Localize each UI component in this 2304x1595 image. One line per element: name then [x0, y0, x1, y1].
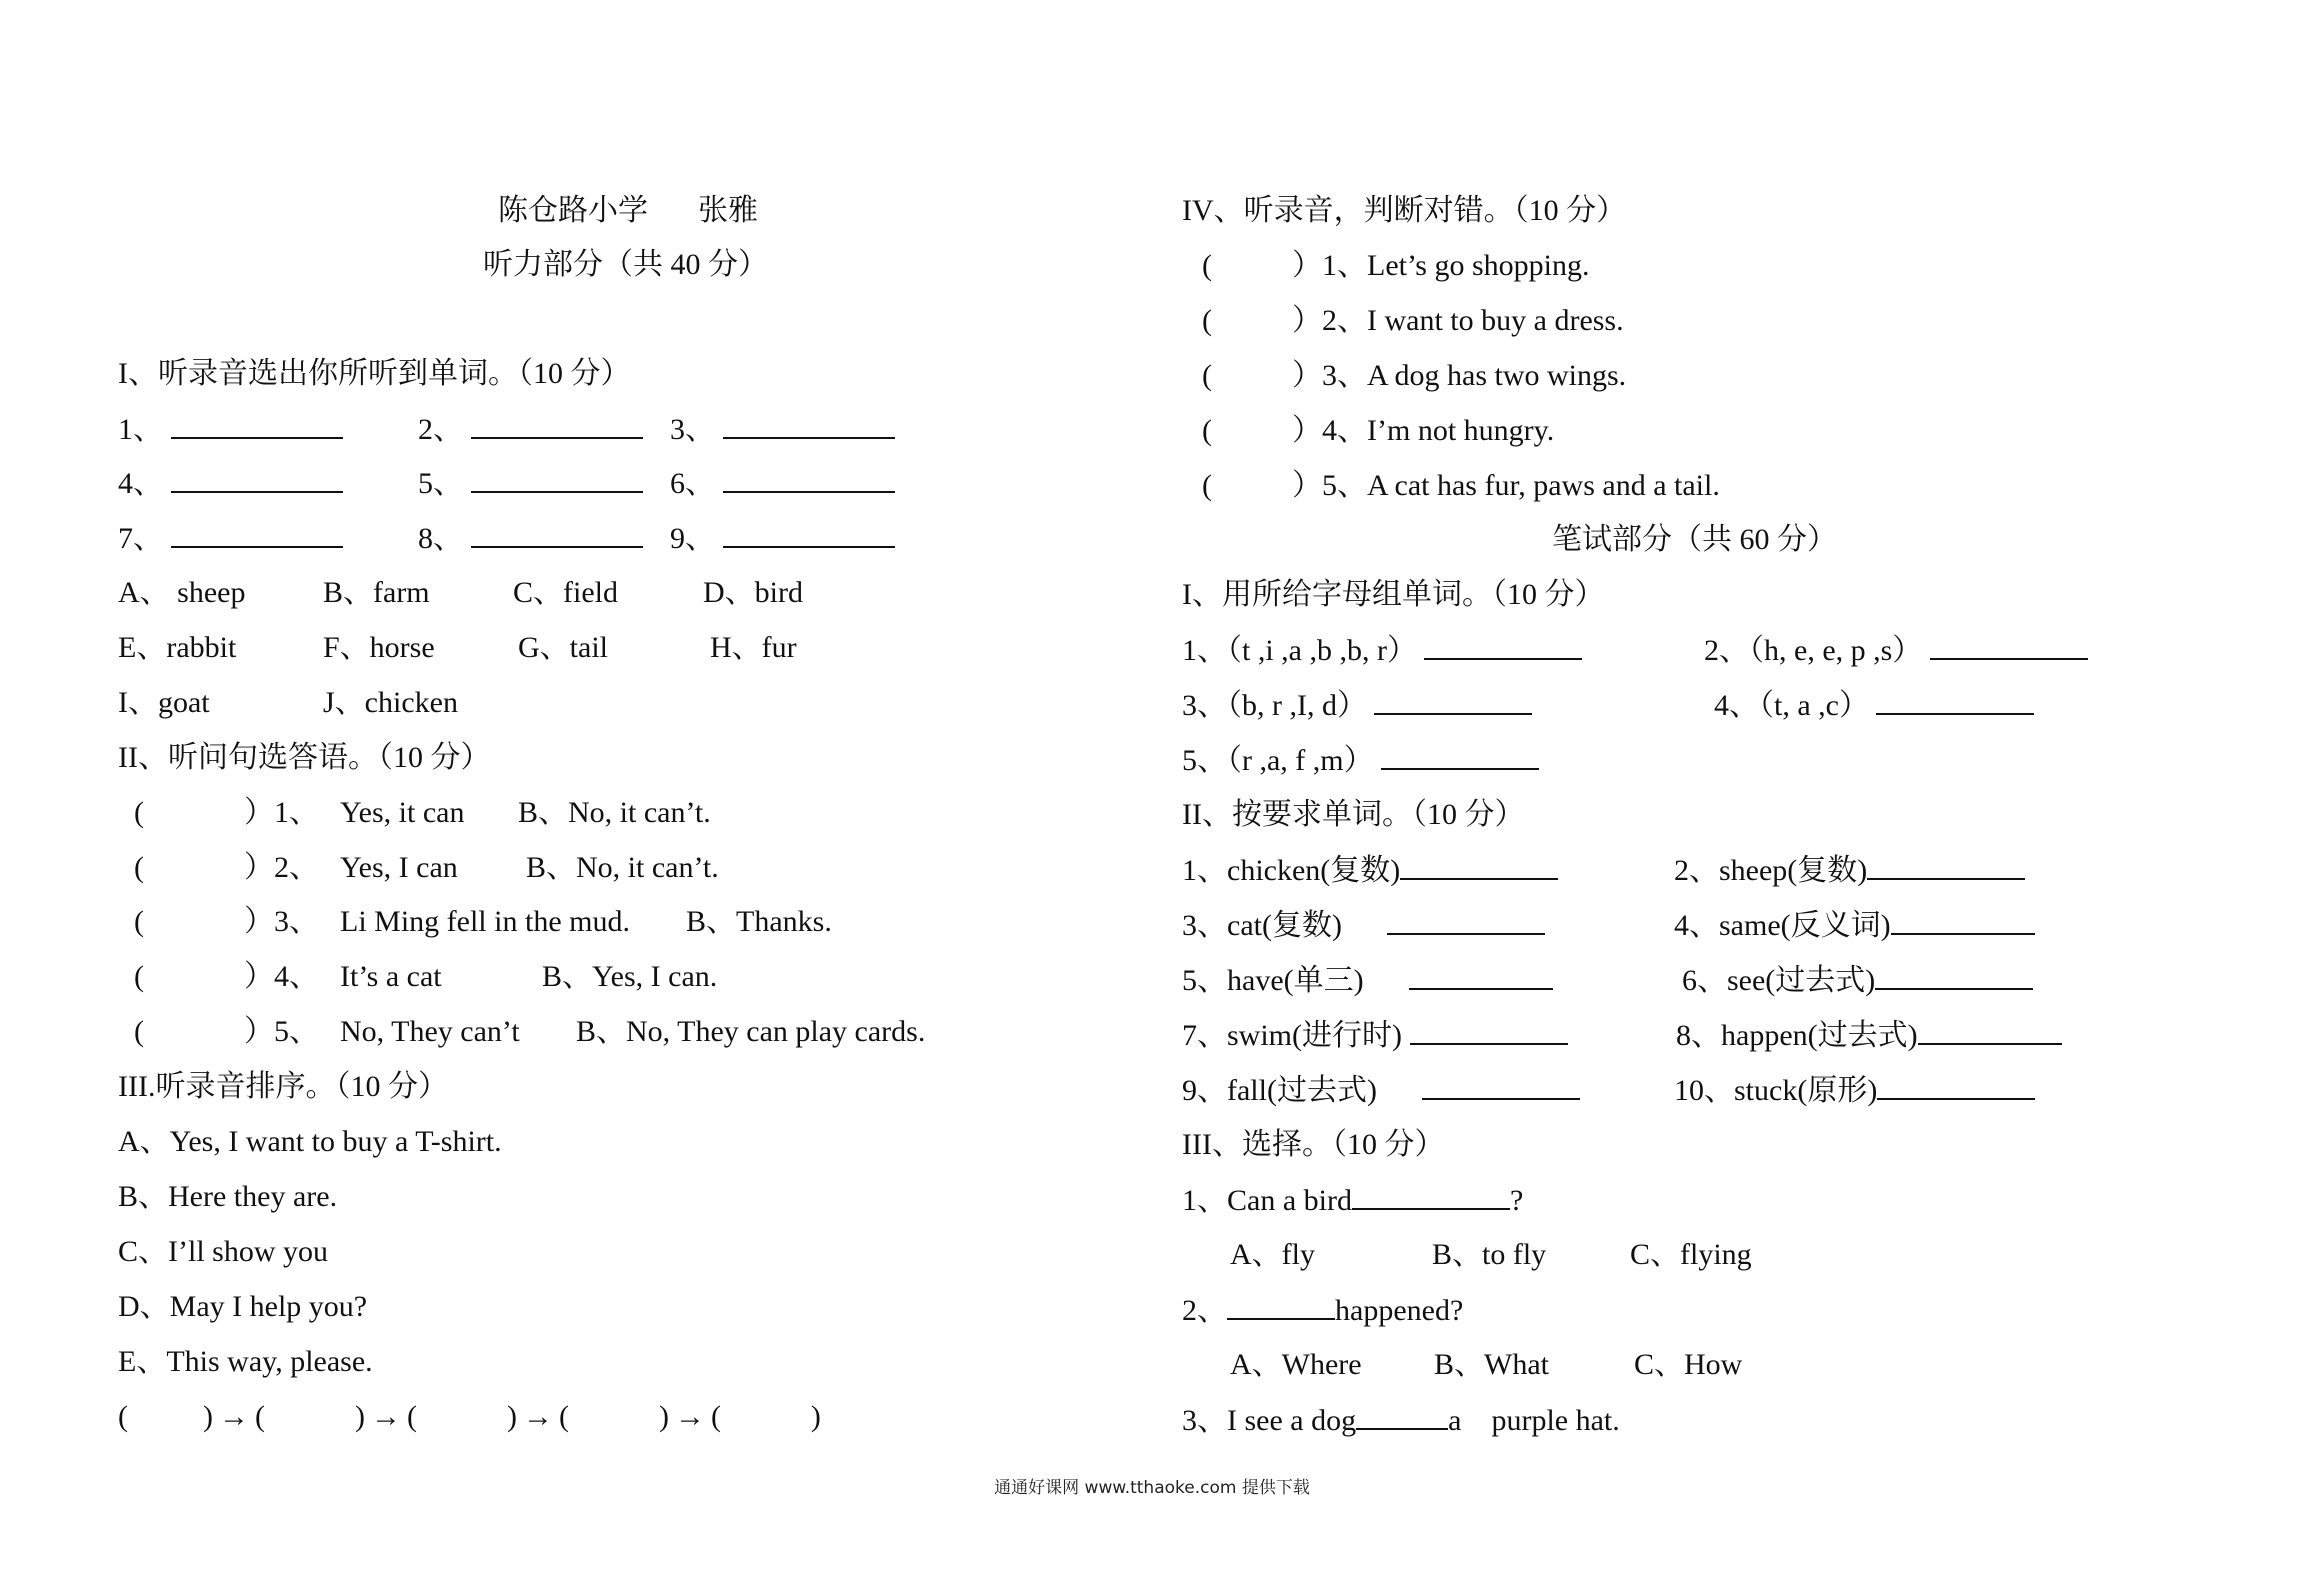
form-item-4[interactable]: [1674, 907, 2035, 944]
choice-b: B、No, They can play cards.: [576, 1015, 926, 1048]
form-prompt: 4、same(反义词): [1674, 909, 1891, 942]
choice-b: B、Thanks.: [686, 905, 832, 938]
q1-option-b: B、to fly: [1432, 1238, 1547, 1271]
question-number: ）1、: [244, 796, 319, 829]
choice-b: B、No, it can’t.: [526, 851, 719, 884]
blank-item-2[interactable]: [418, 411, 643, 448]
question-text: 2、: [1182, 1294, 1227, 1327]
form-prompt: 1、chicken(复数): [1182, 854, 1401, 887]
answer-line[interactable]: [471, 520, 643, 548]
answer-paren[interactable]: (: [134, 1015, 144, 1048]
choice-question-3[interactable]: [1182, 1402, 1620, 1439]
form-item-8[interactable]: [1676, 1017, 2062, 1054]
answer-paren[interactable]: (: [1202, 359, 1212, 392]
option-d: D、bird: [703, 576, 803, 609]
section-1-heading: I、听录音选出你所听到单词。（10 分）: [118, 357, 631, 390]
option-c: C、field: [513, 576, 618, 609]
arrow-icon: →: [674, 1400, 705, 1433]
choice-question-1[interactable]: [1182, 1182, 1523, 1219]
answer-line[interactable]: [1875, 962, 2033, 990]
option-e: E、rabbit: [118, 631, 237, 664]
blank-item-9[interactable]: [670, 520, 895, 557]
option-h: H、fur: [710, 631, 797, 664]
blank-number: 4、: [118, 467, 163, 500]
order-item-a: A、Yes, I want to buy a T-shirt.: [118, 1125, 502, 1158]
option-j: J、chicken: [323, 686, 458, 719]
listening-title: 听力部分（共 40 分）: [483, 248, 768, 281]
question-text: 3、I see a dog: [1182, 1404, 1357, 1437]
q2-option-a: A、Where: [1230, 1348, 1362, 1381]
answer-line[interactable]: [1410, 1017, 1568, 1045]
letters-item-5[interactable]: [1182, 742, 1539, 779]
order-answer-row[interactable]: [118, 1399, 821, 1435]
letters-item-1[interactable]: [1182, 632, 1582, 669]
answer-paren[interactable]: ( ): [406, 1400, 517, 1433]
answer-paren[interactable]: ( ): [558, 1400, 669, 1433]
form-prompt: 7、swim(进行时): [1182, 1019, 1402, 1052]
answer-paren[interactable]: (: [134, 960, 144, 993]
blank-item-3[interactable]: [670, 411, 895, 448]
letters-item-2[interactable]: [1704, 632, 2088, 669]
section-4-heading: IV、听录音，判断对错。（10 分）: [1182, 194, 1627, 227]
form-prompt: 9、fall(过去式): [1182, 1074, 1377, 1107]
section-2-heading: II、听问句选答语。（10 分）: [118, 741, 491, 774]
choice-a: Li Ming fell in the mud.: [340, 905, 630, 938]
judge-item-3: ）3、A dog has two wings.: [1292, 359, 1627, 392]
answer-paren[interactable]: (: [1202, 414, 1212, 447]
answer-line[interactable]: [1400, 852, 1558, 880]
answer-paren[interactable]: (: [1202, 469, 1212, 502]
form-prompt: 5、have(单三): [1182, 964, 1364, 997]
option-a: A、 sheep: [118, 576, 246, 609]
question-text: a: [1448, 1404, 1462, 1437]
blank-number: 3、: [670, 413, 715, 446]
form-item-2[interactable]: [1674, 852, 2025, 889]
blank-number: 5、: [418, 467, 463, 500]
question-text: ?: [1509, 1184, 1524, 1217]
question-number: ）5、: [244, 1015, 319, 1048]
answer-line[interactable]: [1877, 1072, 2035, 1100]
letters-prompt: 3、（b, r ,I, d）: [1182, 689, 1367, 722]
question-text: 1、Can a bird: [1182, 1184, 1352, 1217]
letters-prompt: 4、（t, a ,c）: [1714, 689, 1869, 722]
blank-item-1[interactable]: [118, 411, 343, 448]
question-text: purple hat.: [1491, 1404, 1620, 1437]
form-item-10[interactable]: [1674, 1072, 2035, 1109]
letters-item-4[interactable]: [1714, 687, 2034, 724]
answer-line[interactable]: [171, 465, 343, 493]
blank-item-8[interactable]: [418, 520, 643, 557]
written-3-heading: III、选择。（10 分）: [1182, 1128, 1445, 1161]
answer-paren[interactable]: (: [1202, 304, 1212, 337]
choice-a: Yes, it can: [340, 796, 465, 829]
blank-item-5[interactable]: [418, 465, 643, 502]
answer-line[interactable]: [1227, 1292, 1335, 1320]
option-b: B、farm: [323, 576, 430, 609]
order-item-d: D、May I help you?: [118, 1290, 368, 1323]
letters-prompt: 5、（r ,a, f ,m）: [1182, 744, 1374, 777]
form-item-7[interactable]: [1182, 1017, 1568, 1054]
form-item-9[interactable]: [1182, 1072, 1580, 1109]
letters-item-3[interactable]: [1182, 687, 1532, 724]
form-prompt: 3、cat(复数): [1182, 909, 1342, 942]
answer-line[interactable]: [471, 465, 643, 493]
answer-line[interactable]: [471, 411, 643, 439]
blank-number: 9、: [670, 522, 715, 555]
school-name: 陈仓路小学: [498, 194, 648, 227]
answer-line[interactable]: [1867, 852, 2025, 880]
choice-a: No, They can’t: [340, 1015, 520, 1048]
form-prompt: 2、sheep(复数): [1674, 854, 1868, 887]
answer-line[interactable]: [1891, 907, 2035, 935]
answer-paren[interactable]: ( ): [118, 1400, 213, 1433]
answer-line[interactable]: [723, 411, 895, 439]
blank-number: 2、: [418, 413, 463, 446]
form-item-6[interactable]: [1682, 962, 2033, 999]
form-prompt: 8、happen(过去式): [1676, 1019, 1918, 1052]
footer-credit: 通通好课网 www.tthaoke.com 提供下载: [994, 1478, 1310, 1498]
option-f: F、horse: [323, 631, 435, 664]
blank-number: 1、: [118, 413, 163, 446]
q1-option-a: A、fly: [1230, 1238, 1315, 1271]
question-number: ）4、: [244, 960, 319, 993]
blank-item-7[interactable]: [118, 520, 343, 557]
teacher-name: 张雅: [698, 194, 758, 227]
blank-item-4[interactable]: [118, 465, 343, 502]
blank-number: 7、: [118, 522, 163, 555]
answer-line[interactable]: [171, 520, 343, 548]
blank-number: 6、: [670, 467, 715, 500]
order-item-b: B、Here they are.: [118, 1180, 338, 1213]
answer-line[interactable]: [1876, 687, 2034, 715]
arrow-icon: →: [218, 1400, 249, 1433]
answer-paren[interactable]: (: [134, 905, 144, 938]
judge-item-5: ）5、A cat has fur, paws and a tail.: [1292, 469, 1720, 502]
answer-line[interactable]: [1918, 1017, 2062, 1045]
answer-line[interactable]: [723, 520, 895, 548]
answer-line[interactable]: [1422, 1072, 1580, 1100]
answer-paren[interactable]: (: [1202, 249, 1212, 282]
answer-line[interactable]: [1387, 907, 1545, 935]
answer-line[interactable]: [1352, 1182, 1510, 1210]
answer-line[interactable]: [1409, 962, 1553, 990]
choice-question-2[interactable]: [1182, 1292, 1463, 1329]
q1-option-c: C、flying: [1630, 1238, 1752, 1271]
order-item-c: C、I’ll show you: [118, 1235, 328, 1268]
answer-line[interactable]: [1374, 687, 1532, 715]
form-item-3[interactable]: [1182, 907, 1545, 944]
option-g: G、tail: [518, 631, 608, 664]
arrow-icon: →: [522, 1400, 553, 1433]
blank-item-6[interactable]: [670, 465, 895, 502]
answer-paren[interactable]: ( ): [710, 1400, 821, 1433]
blank-number: 8、: [418, 522, 463, 555]
letters-prompt: 1、（t ,i ,a ,b ,b, r）: [1182, 634, 1417, 667]
arrow-icon: →: [370, 1400, 401, 1433]
form-prompt: 10、stuck(原形): [1674, 1074, 1878, 1107]
choice-a: It’s a cat: [340, 960, 442, 993]
answer-line[interactable]: [1381, 742, 1539, 770]
choice-b: B、Yes, I can.: [542, 960, 718, 993]
choice-a: Yes, I can: [340, 851, 458, 884]
written-1-heading: I、用所给字母组单词。（10 分）: [1182, 578, 1605, 611]
answer-line[interactable]: [1356, 1402, 1448, 1430]
judge-item-1: ）1、Let’s go shopping.: [1292, 249, 1590, 282]
question-number: ）3、: [244, 905, 319, 938]
answer-line[interactable]: [1930, 632, 2088, 660]
question-number: ）2、: [244, 851, 319, 884]
q2-option-b: B、What: [1434, 1348, 1549, 1381]
option-i: I、goat: [118, 686, 210, 719]
form-item-5[interactable]: [1182, 962, 1553, 999]
answer-paren[interactable]: (: [134, 851, 144, 884]
section-3-heading: III.听录音排序。（10 分）: [118, 1070, 448, 1103]
q2-option-c: C、How: [1634, 1348, 1743, 1381]
judge-item-2: ）2、I want to buy a dress.: [1292, 304, 1624, 337]
judge-item-4: ）4、I’m not hungry.: [1292, 414, 1555, 447]
order-item-e: E、This way, please.: [118, 1345, 373, 1378]
question-text: happened?: [1335, 1294, 1464, 1327]
written-title: 笔试部分（共 60 分）: [1552, 523, 1837, 556]
answer-paren[interactable]: (: [134, 796, 144, 829]
answer-line[interactable]: [1424, 632, 1582, 660]
letters-prompt: 2、（h, e, e, p ,s）: [1704, 634, 1923, 667]
form-prompt: 6、see(过去式): [1682, 964, 1876, 997]
written-2-heading: II、按要求单词。（10 分）: [1182, 798, 1525, 831]
answer-line[interactable]: [171, 411, 343, 439]
answer-line[interactable]: [723, 465, 895, 493]
choice-b: B、No, it can’t.: [518, 796, 711, 829]
form-item-1[interactable]: [1182, 852, 1558, 889]
answer-paren[interactable]: ( ): [254, 1400, 365, 1433]
